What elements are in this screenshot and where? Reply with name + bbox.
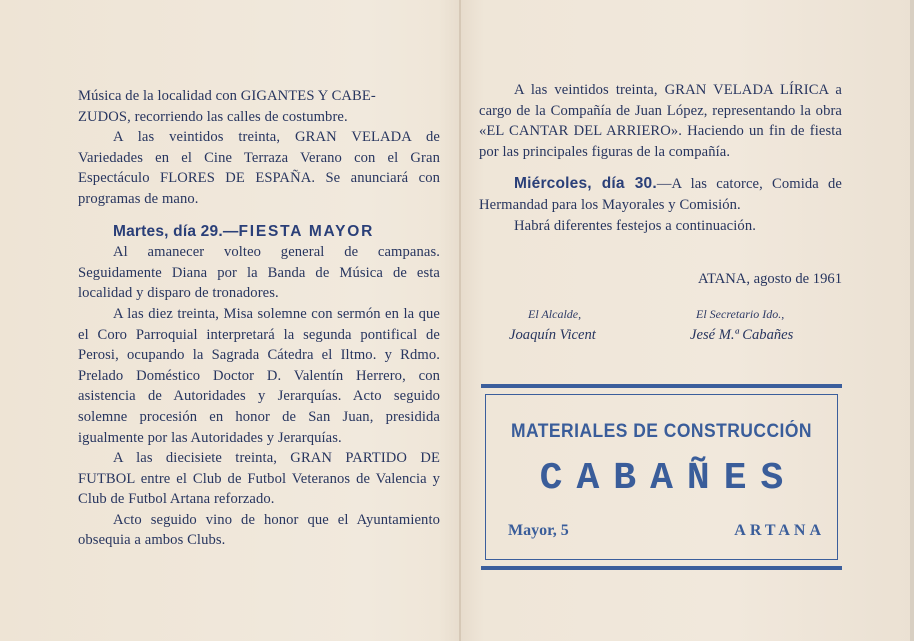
right-para-1: A las veintidos treinta, GRAN VELADA LÍRICA a cargo de la Compañía de Juan López, representando la obra «EL CANTAR DEL ARRIERO». Haciendo un fin de fiesta por las principales figuras de la compañía. — [479, 82, 842, 160]
ad-town: ARTANA — [734, 522, 825, 539]
page-fold — [459, 0, 461, 641]
day-29-label: Martes, día 29. — [113, 222, 223, 240]
secretary-title: El Secretario Ido., — [696, 307, 785, 321]
advertisement — [481, 384, 842, 570]
right-column — [479, 80, 842, 236]
day-30-label: Miércoles, día 30. — [514, 175, 657, 193]
page-edge — [910, 0, 914, 641]
mayor-title: El Alcalde, — [528, 307, 582, 321]
fiesta-mayor-label: FIESTA MAYOR — [238, 222, 375, 240]
left-para-3: Al amanecer volteo general de campanas. Seguidamente Diana por la Banda de Música de esta localidad y disparo de tronadores. — [78, 244, 440, 302]
place-date: ATANA, agosto de 1961 — [698, 271, 842, 287]
mayor-name: Joaquín Vicent — [509, 327, 596, 343]
secretary-name: Jesé M.ª Cabañes — [690, 327, 794, 343]
left-para-1-line-2: ZUDOS, recorriendo las calles de costumbre. — [78, 108, 348, 125]
left-para-6: Acto seguido vino de honor que el Ayuntamiento obsequia a ambos Clubs. — [78, 511, 440, 549]
left-column — [78, 86, 440, 551]
ad-company-name: CABAÑES — [539, 457, 798, 500]
left-para-4: A las diez treinta, Misa solemne con sermón en la que el Coro Parroquial interpretará la segunda pontifical de Perosi, ocupando la Sagrada Cátedra el Iltmo. y Rdmo. Prelado Doméstico Doctor D. Valentín Herrero, con asistencia de Autoridades y Jerarquías. Acto seguido solemne procesión en honor de San Juan, presidida igualmente por las Autoridades y Jerarquías. — [78, 305, 440, 446]
day-29-heading — [78, 222, 440, 243]
left-para-5: A las diecisiete treinta, GRAN PARTIDO DE FUTBOL entre el Club de Futbol Veteranos de Valencia y Club de Futbol Artana reforzado. — [78, 450, 440, 508]
left-para-1 — [78, 86, 440, 127]
day-30-paragraph — [479, 174, 842, 215]
day-30-text: —A las catorce, Comida de Hermandad para los Mayorales y Comisión. — [479, 176, 843, 213]
ad-address: Mayor, 5 — [508, 522, 569, 539]
day-29-separator: — — [222, 222, 239, 240]
advertisement-frame — [485, 394, 838, 560]
right-para-3: Habrá diferentes festejos a continuación. — [514, 217, 756, 234]
left-para-1-line-1: Música de la localidad con GIGANTES Y CABE- — [78, 88, 376, 104]
ad-subtitle: MATERIALES DE CONSTRUCCIÓN — [510, 421, 813, 442]
left-para-2: A las veintidos treinta, GRAN VELADA de Variedades en el Cine Terraza Verano con el Gran Espectáculo FLORES DE ESPAÑA. Se anunciará con programas de mano. — [78, 129, 440, 207]
